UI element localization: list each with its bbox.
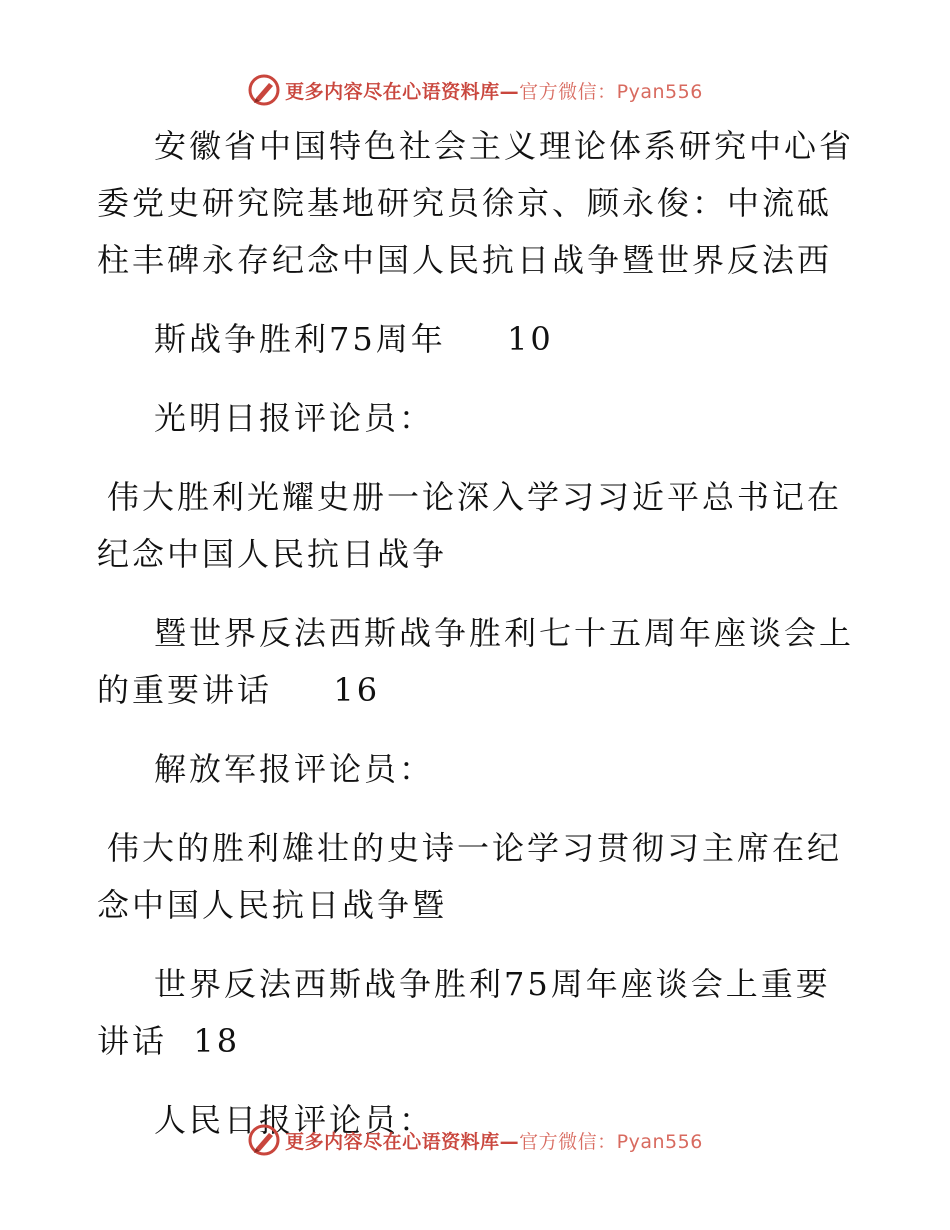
- toc-entry-text: 安徽省中国特色社会主义理论体系研究中心省委党史研究院基地研究员徐京、顾永俊：中流砥柱丰碑永存纪念中国人民抗日战争暨世界反法西: [97, 127, 855, 279]
- toc-entry-text: 暨世界反法西斯战争胜利七十五周年座谈会上的重要讲话 16: [97, 614, 855, 709]
- watermark-main: 更多内容尽在心语资料库: [285, 1130, 500, 1153]
- watermark-banner-top: [0, 70, 950, 110]
- watermark-text: [285, 1127, 703, 1154]
- watermark-banner-bottom: [0, 1120, 950, 1160]
- toc-entry-heading: 光明日报评论员：: [154, 399, 435, 437]
- toc-entry-text: 伟大胜利光耀史册一论深入学习习近平总书记在纪念中国人民抗日战争: [97, 478, 843, 573]
- toc-entry-heading: 解放军报评论员：: [154, 750, 435, 788]
- watermark-wechat: 官方微信：Pyan556: [519, 80, 703, 103]
- toc-entry-text: 世界反法西斯战争胜利75周年座谈会上重要讲话 18: [97, 965, 831, 1060]
- document-body: [97, 118, 857, 1171]
- watermark-wechat: 官方微信：Pyan556: [519, 1130, 703, 1153]
- watermark-dash: —: [499, 80, 520, 103]
- toc-entry-text: 斯战争胜利75周年 10: [154, 320, 554, 358]
- watermark-main: 更多内容尽在心语资料库: [285, 80, 500, 103]
- pen-logo-icon: [247, 73, 281, 107]
- toc-entry-text: 伟大的胜利雄壮的史诗一论学习贯彻习主席在纪念中国人民抗日战争暨: [97, 829, 843, 924]
- watermark-text: [285, 77, 703, 104]
- pen-logo-icon: [247, 1123, 281, 1157]
- toc-entry-heading: 人民日报评论员：: [154, 1101, 435, 1139]
- watermark-dash: —: [499, 1130, 520, 1153]
